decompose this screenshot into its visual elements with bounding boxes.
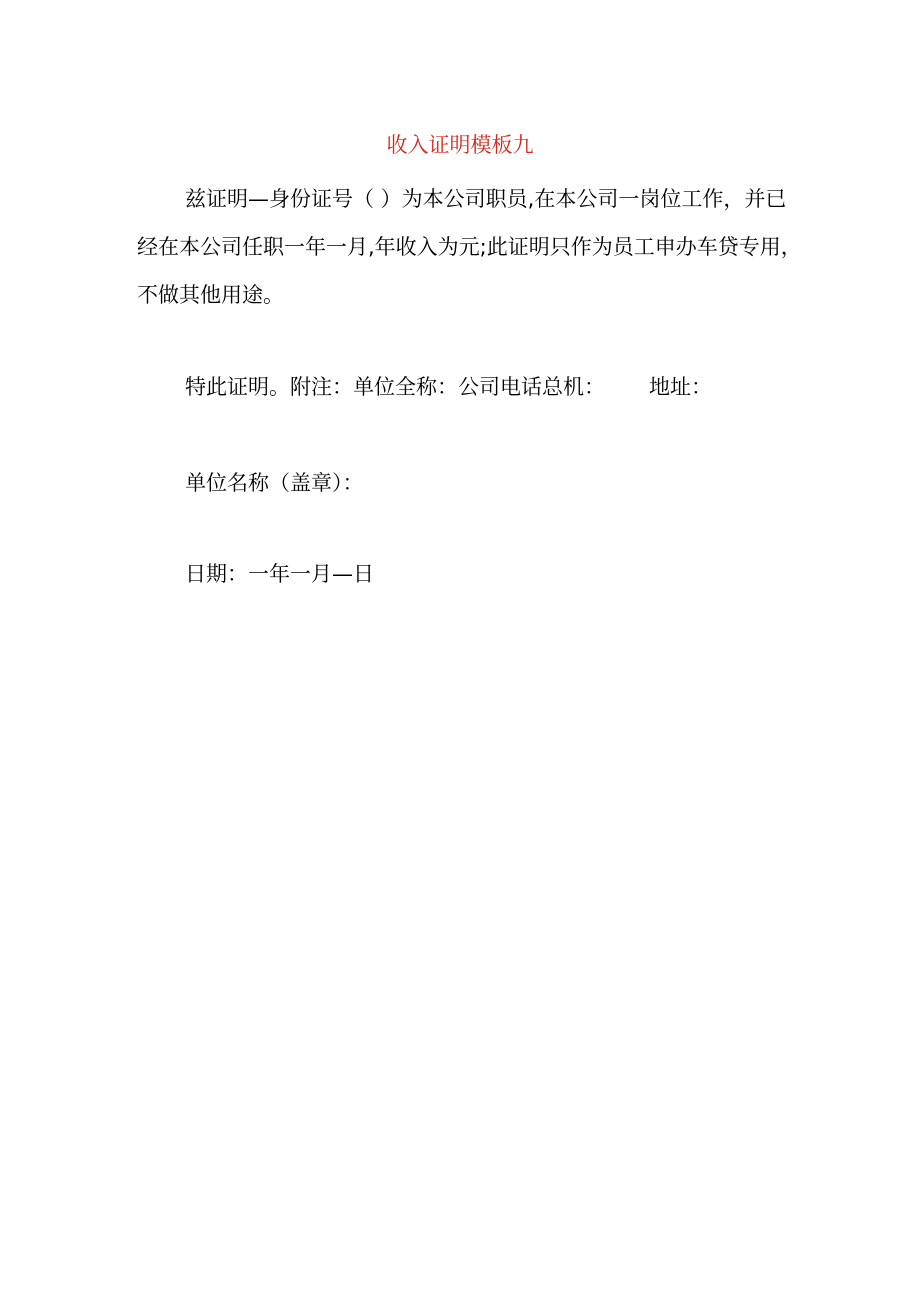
note-line (185, 370, 712, 404)
seal-line: 单位名称（盖章）： (185, 471, 364, 495)
date-line: 日期：一年一月—日 (185, 562, 374, 586)
certification-paragraph: 兹证明—身份证号（ ）为本公司职员,在本公司一岗位工作，并已经在本公司任职一年一月,年收入为元;此证明只作为员工申办车贷专用，不做其他用途。 (137, 187, 802, 307)
note-text: 特此证明。附注：单位全称：公司电话总机： (185, 375, 605, 399)
address-label: 地址： (649, 375, 712, 399)
document-title: 收入证明模板九 (386, 133, 534, 157)
